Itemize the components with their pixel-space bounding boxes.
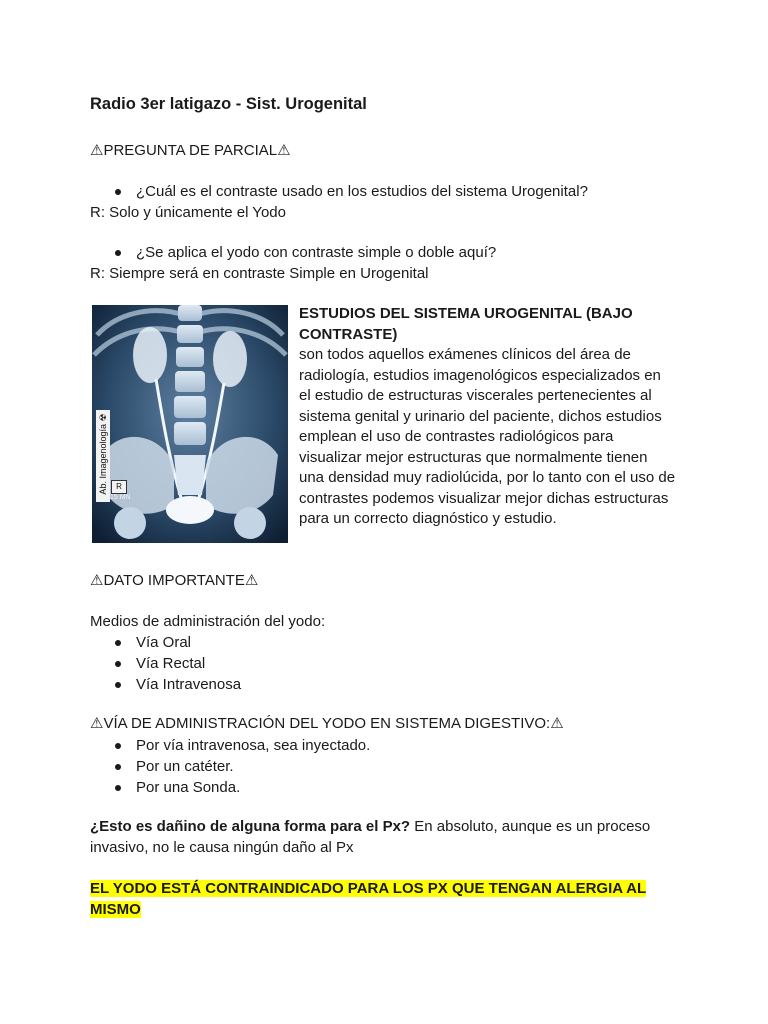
list-item-text: Vía Oral <box>136 634 192 651</box>
warning-text: EL YODO ESTÁ CONTRAINDICADO PARA LOS PX QUE TENGAN ALERGIA AL <box>90 880 647 897</box>
studies-heading-line2: CONTRASTE) <box>299 325 398 343</box>
studies-heading-line1: ESTUDIOS DEL SISTEMA UROGENITAL (BAJO <box>299 305 633 322</box>
xray-illustration <box>92 305 288 543</box>
dano-answer-line2: invasivo, no le causa ningún daño al Px <box>90 839 354 856</box>
answer-1: R: Solo y únicamente el Yodo <box>90 204 286 221</box>
section-heading-dato: ⚠DATO IMPORTANTE⚠ <box>90 572 259 589</box>
list-item <box>90 778 370 799</box>
bullet-icon <box>115 682 121 688</box>
studies-text-line: emplean el uso de contrastes radiológicos para <box>299 428 614 445</box>
bullet-icon <box>115 189 121 195</box>
bullet-icon <box>115 661 121 667</box>
studies-text-line: el estudio de estructuras viscerales pertenecientes al <box>299 387 652 404</box>
list-item <box>90 633 241 654</box>
studies-text-line: sistema genital y urinario del paciente, dichos estudios <box>299 407 662 425</box>
studies-text-line: visualizar mejor estructuras que normalmente tienen <box>299 448 648 466</box>
studies-text-line: una densidad muy radiolúcida, por lo tanto con el uso de <box>299 469 676 486</box>
list-item-text: Por una Sonda. <box>136 778 241 796</box>
dano-answer-part1: En absoluto, aunque es un proceso <box>410 818 651 835</box>
watermark-label <box>96 410 110 502</box>
xray-image <box>92 305 288 543</box>
list-item-text: Vía Intravenosa <box>136 675 242 693</box>
marker-r: R <box>111 480 127 494</box>
page-title: Radio 3er latigazo - Sist. Urogenital <box>90 95 367 113</box>
marker-time: 15 MN <box>110 494 131 501</box>
studies-section <box>299 304 685 530</box>
answer-2: R: Siempre será en contraste Simple en Urogenital <box>90 265 429 282</box>
question-list-1 <box>90 182 588 203</box>
list-item <box>90 675 241 696</box>
list-item-text: Por un catéter. <box>136 757 234 775</box>
list-item <box>90 243 496 264</box>
list-item <box>90 654 241 675</box>
via-list <box>90 736 370 798</box>
question-1: ¿Cuál es el contraste usado en los estudios del sistema Urogenital? <box>136 183 588 200</box>
studies-text-line: contrastes podemos visualizar mejor dichas estructuras <box>299 489 669 507</box>
list-item-text: Por vía intravenosa, sea inyectado. <box>136 737 371 754</box>
bullet-icon <box>115 743 121 749</box>
warning-text: MISMO <box>90 901 141 918</box>
dano-paragraph-line1 <box>90 817 650 838</box>
warning-line1 <box>90 879 646 900</box>
section-heading-via: ⚠VÍA DE ADMINISTRACIÓN DEL YODO EN SISTEMA DIGESTIVO:⚠ <box>90 715 564 732</box>
studies-text-line: radiología, estudios imagenológicos especializados en <box>299 366 661 384</box>
list-item-text: Vía Rectal <box>136 654 206 672</box>
list-item <box>90 757 370 778</box>
dato-intro: Medios de administración del yodo: <box>90 613 326 630</box>
bullet-icon <box>115 785 121 791</box>
section-heading-pregunta: ⚠PREGUNTA DE PARCIAL⚠ <box>90 142 291 159</box>
bullet-icon <box>115 764 121 770</box>
list-item <box>90 736 370 757</box>
studies-text-line: para un correcto diagnóstico y estudio. <box>299 510 557 527</box>
question-list-2 <box>90 243 496 264</box>
bullet-icon <box>115 250 121 256</box>
administration-list <box>90 633 241 695</box>
list-item <box>90 182 588 203</box>
watermark-text: Ab. Imagenología ☢ <box>98 413 108 495</box>
warning-line2 <box>90 900 141 921</box>
studies-text-line: son todos aquellos exámenes clínicos del área de <box>299 346 631 363</box>
question-2: ¿Se aplica el yodo con contraste simple o doble aquí? <box>136 244 497 261</box>
dano-question: ¿Esto es dañino de alguna forma para el Px? <box>90 818 411 835</box>
bullet-icon <box>115 640 121 646</box>
